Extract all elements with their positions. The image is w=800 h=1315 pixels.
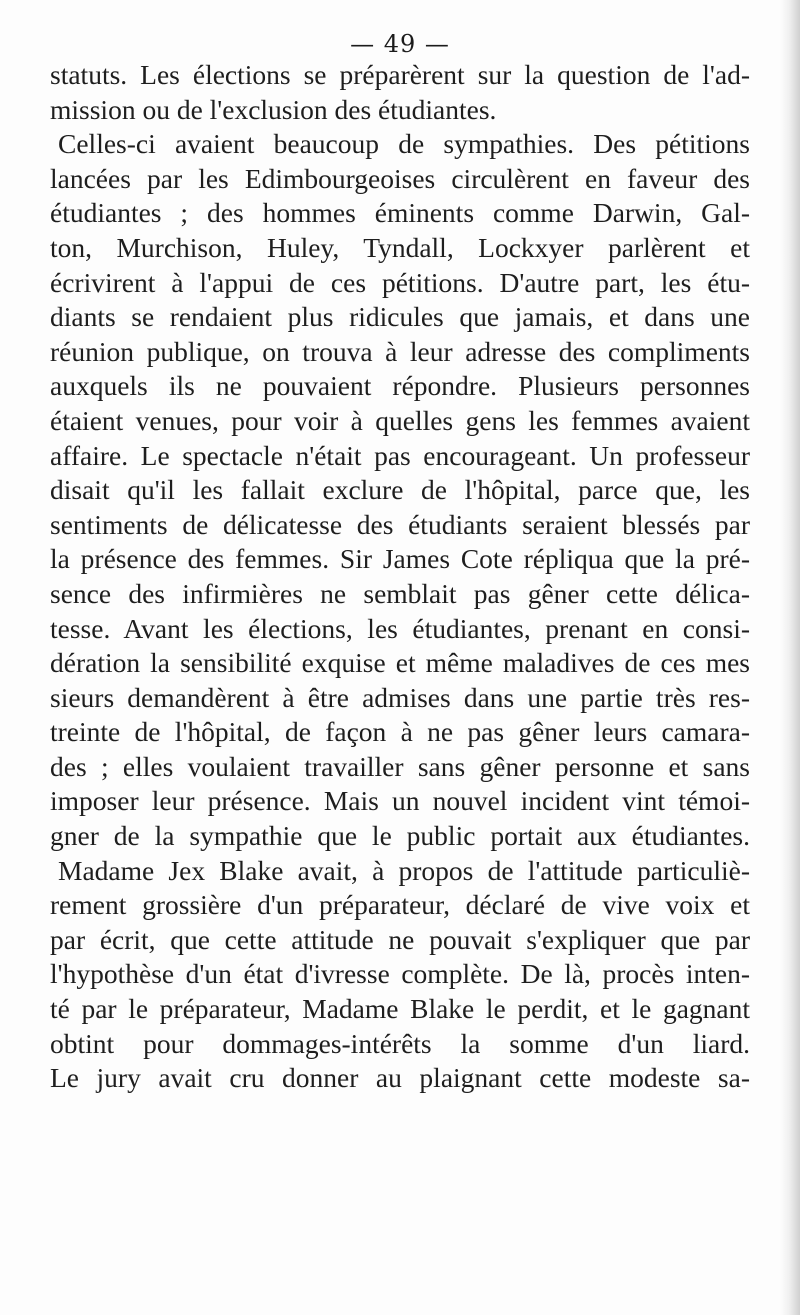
text-line: diants se rendaient plus ridicules que jamais, et dans une xyxy=(50,301,750,333)
text-line: réunion publique, on trouva à leur adresse des compliments xyxy=(50,335,750,367)
text-line: imposer leur présence. Mais un nouvel incident vint témoi- xyxy=(50,785,750,817)
body-text xyxy=(50,58,750,1096)
text-line: lancées par les Edimbourgeoises circulèrent en faveur des xyxy=(50,162,750,194)
text-line: la présence des femmes. Sir James Cote répliqua que la pré- xyxy=(50,543,750,575)
text-line: des ; elles voulaient travailler sans gêner personne et sans xyxy=(50,750,750,782)
text-line: dération la sensibilité exquise et même maladives de ces mes xyxy=(50,647,750,679)
text-line: Madame Jex Blake avait, à propos de l'attitude particuliè- xyxy=(58,854,750,886)
text-line: treinte de l'hôpital, de façon à ne pas gêner leurs camara- xyxy=(50,716,750,748)
text-line: ton, Murchison, Huley, Tyndall, Lockxyer parlèrent et xyxy=(50,231,750,263)
text-line: étaient venues, pour voir à quelles gens les femmes avaient xyxy=(50,404,750,436)
text-line: Le jury avait cru donner au plaignant cette modeste sa- xyxy=(50,1062,750,1094)
page-number: — 49 — xyxy=(350,30,450,58)
text-line: par écrit, que cette attitude ne pouvait s'expliquer que par xyxy=(50,923,750,955)
text-line: mission ou de l'exclusion des étudiantes. xyxy=(50,93,497,125)
text-line: sieurs demandèrent à être admises dans une partie très res- xyxy=(50,681,750,713)
text-line: étudiantes ; des hommes éminents comme Darwin, Gal- xyxy=(50,197,750,229)
text-line: obtint pour dommages-intérêts la somme d'un liard. xyxy=(50,1027,750,1059)
text-line: disait qu'il les fallait exclure de l'hôpital, parce que, les xyxy=(50,474,750,506)
text-line: l'hypothèse d'un état d'ivresse complète. De là, procès inten- xyxy=(50,958,750,990)
text-line: écrivirent à l'appui de ces pétitions. D'autre part, les étu- xyxy=(50,266,750,298)
text-line: Celles-ci avaient beaucoup de sympathies. Des pétitions xyxy=(58,128,750,160)
text-line: auxquels ils ne pouvaient répondre. Plusieurs personnes xyxy=(50,370,750,402)
text-line: statuts. Les élections se préparèrent sur la question de l'ad- xyxy=(50,59,750,90)
text-line: té par le préparateur, Madame Blake le perdit, et le gagnant xyxy=(50,993,750,1025)
text-line: gner de la sympathie que le public portait aux étudiantes. xyxy=(50,820,750,852)
text-line: sence des infirmières ne semblait pas gêner cette délica- xyxy=(50,577,750,609)
page-edge-shadow xyxy=(780,0,800,1315)
text-line: rement grossière d'un préparateur, déclaré de vive voix et xyxy=(50,889,750,921)
text-line: affaire. Le spectacle n'était pas encourageant. Un professeur xyxy=(50,439,750,471)
text-line: sentiments de délicatesse des étudiants seraient blessés par xyxy=(50,508,750,540)
text-line: tesse. Avant les élections, les étudiantes, prenant en consi- xyxy=(50,612,750,644)
